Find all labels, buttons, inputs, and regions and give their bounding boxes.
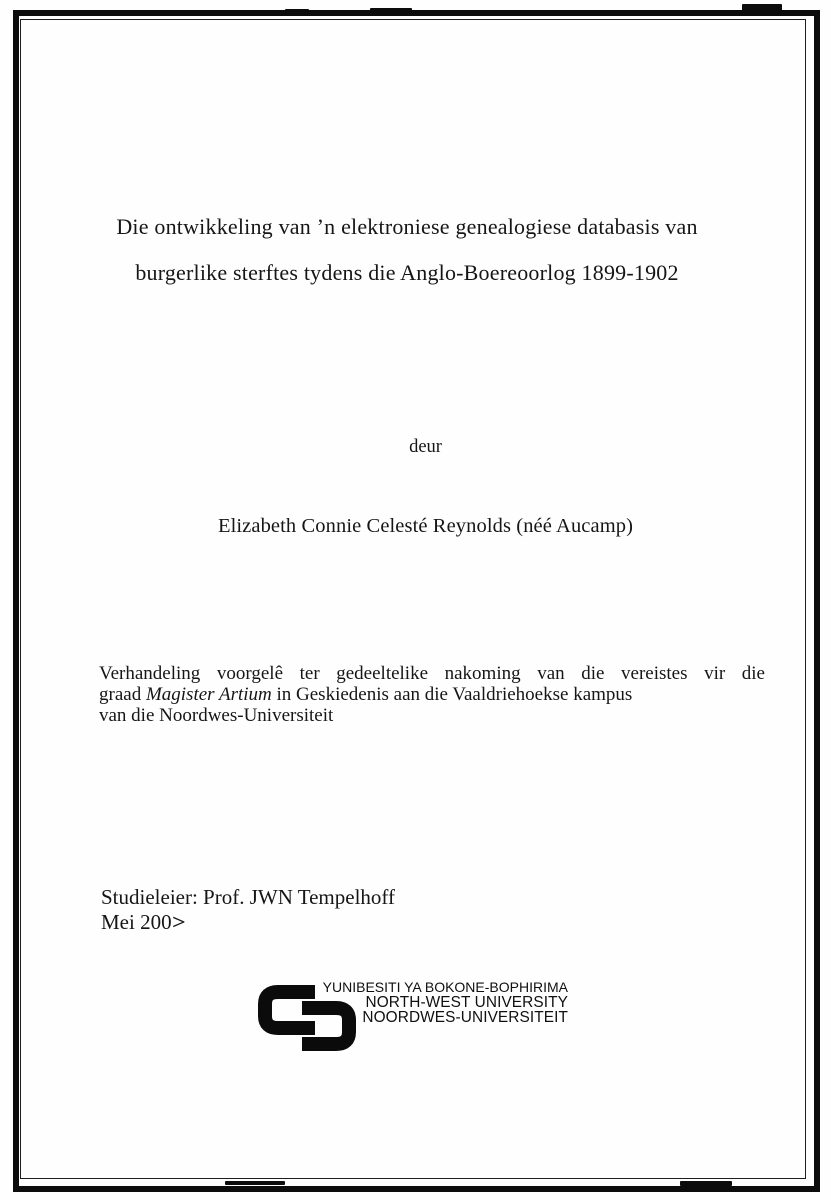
supervisor-block: [101, 885, 395, 935]
wordmark-line-setswana: YUNIBESITI YA BOKONE-BOPHIRIMA: [322, 978, 568, 995]
scan-artifact: [370, 8, 412, 13]
degree-name: Magister Artium: [145, 683, 272, 705]
date-prefix: Mei 200: [101, 910, 172, 934]
thesis-title: [24, 204, 790, 296]
logo-wordmark: [257, 980, 568, 1026]
scan-artifact: [225, 1181, 285, 1185]
scan-artifact: [742, 4, 782, 12]
scan-artifact: [285, 9, 309, 13]
thesis-statement: [99, 664, 765, 727]
wordmark-line-english: NORTH-WEST UNIVERSITY: [365, 993, 568, 1011]
wordmark-line-afrikaans: NOORDWES-UNIVERSITEIT: [362, 1008, 568, 1026]
statement-line-1: Verhandeling voorgelê ter gedeeltelike nakoming van die vereistes vir die: [99, 663, 765, 684]
author-name: Elizabeth Connie Celesté Reynolds (néé Aucamp): [217, 515, 634, 537]
statement-line-2-post: in Geskiedenis aan die Vaaldriehoekse kampus: [271, 683, 633, 705]
scan-artifact: [680, 1181, 732, 1186]
supervisor-line: Studieleier: Prof. JWN Tempelhoff: [101, 885, 396, 909]
statement-line-2: [99, 685, 765, 706]
statement-line-3: van die Noordwes-Universiteit: [99, 704, 334, 726]
date-line: [101, 910, 395, 935]
title-line-2: burgerlike sterftes tydens die Anglo-Boereoorlog 1899-1902: [135, 260, 679, 285]
title-line-1: Die ontwikkeling van ’n elektroniese genealogiese databasis van: [116, 214, 698, 239]
statement-line-2-pre: graad: [99, 683, 146, 705]
byline-label: deur: [409, 437, 442, 457]
nwu-logo: [257, 978, 572, 1055]
date-glyph: >: [171, 910, 186, 934]
